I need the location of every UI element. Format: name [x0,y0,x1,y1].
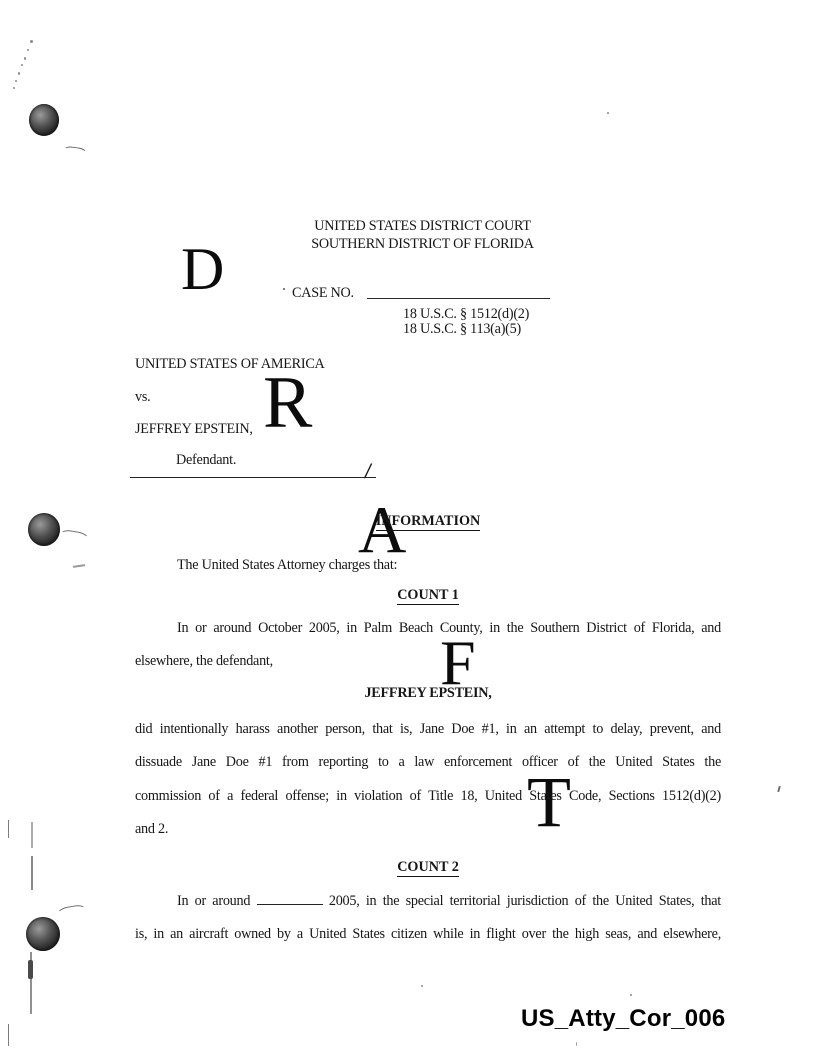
scan-mark [58,528,90,546]
scan-mark [62,145,87,158]
information-heading-row [135,513,721,531]
scan-speckle [15,80,17,82]
scan-speckle [27,49,29,51]
draft-watermark-letter-t: T [527,762,571,842]
count1-heading-row [135,587,721,605]
count1-paragraph-line: elsewhere, the defendant, [135,653,273,669]
scan-streak [31,856,33,890]
case-no-label: CASE NO. [292,285,354,301]
draft-watermark-letter-a: A [358,493,407,567]
scan-speckle [18,72,20,75]
court-name-line2: SOUTHERN DISTRICT OF FLORIDA [311,236,534,252]
hole-punch-icon [26,917,60,951]
statute-citation-1: 18 U.S.C. § 1512(d)(2) [403,306,530,322]
scan-speckle [283,288,285,290]
count1-paragraph-line: In or around October 2005, in Palm Beach County, in the Southern District of Florida, and [177,620,721,636]
scan-speckle [607,112,609,114]
count1-defendant-name: JEFFREY EPSTEIN, [364,685,492,701]
scan-speckle [30,40,33,43]
count1-paragraph-line: dissuade Jane Doe #1 from reporting to a law enforcement officer of the United States the [135,754,721,770]
blank-fill-in-line [257,901,323,905]
hole-punch-icon [29,104,59,136]
scan-streak [28,960,33,979]
count2-heading: COUNT 2 [397,859,459,875]
scan-streak [31,822,33,848]
draft-watermark-letter-f: F [440,627,476,698]
draft-watermark-letter-r: R [263,362,313,444]
count2-line1-pre: In or around [177,893,251,909]
case-no-blank-line [367,285,550,299]
bates-stamp-label: US_Atty_Cor_006 [521,1005,726,1032]
scan-speckle [630,994,632,996]
draft-watermark-letter-d: D [181,236,225,302]
scan-speckle [21,64,23,66]
count2-paragraph-line [135,893,721,909]
hole-punch-icon [28,513,60,546]
count1-paragraph-line: and 2. [135,821,169,837]
vs-label: vs. [135,389,151,405]
count1-heading: COUNT 1 [397,587,459,603]
defendant-name: JEFFREY EPSTEIN, [135,421,253,437]
scan-speckle [777,786,780,792]
scan-speckle [421,985,423,987]
scan-speckle [24,57,26,60]
scan-streak [8,820,9,838]
scan-speckle [576,1042,577,1046]
scan-speckle [13,87,15,89]
scan-mark [73,564,85,567]
count2-heading-row [135,859,721,877]
count1-paragraph-line: did intentionally harass another person, that is, Jane Doe #1, in an attempt to delay, prevent, and [135,721,721,737]
statute-citation-2: 18 U.S.C. § 113(a)(5) [403,321,521,337]
count1-paragraph-line: commission of a federal offense; in violation of Title 18, United States Code, Sections 1512(d)(2) [135,788,721,804]
charging-intro: The United States Attorney charges that: [177,557,398,573]
plaintiff-name: UNITED STATES OF AMERICA [135,356,325,372]
defendant-label: Defendant. [176,452,237,468]
count2-paragraph-line: is, in an aircraft owned by a United States citizen while in flight over the high seas, and elsewhere, [135,926,721,942]
scan-streak [8,1024,9,1046]
court-name-line1: UNITED STATES DISTRICT COURT [314,218,531,234]
scan-mark [56,903,88,921]
caption-rule-slash: / [363,458,373,483]
information-heading: INFORMATION [375,513,481,529]
count2-line1-post: 2005, in the special territorial jurisdiction of the United States, that [328,893,721,909]
caption-rule [130,477,376,480]
